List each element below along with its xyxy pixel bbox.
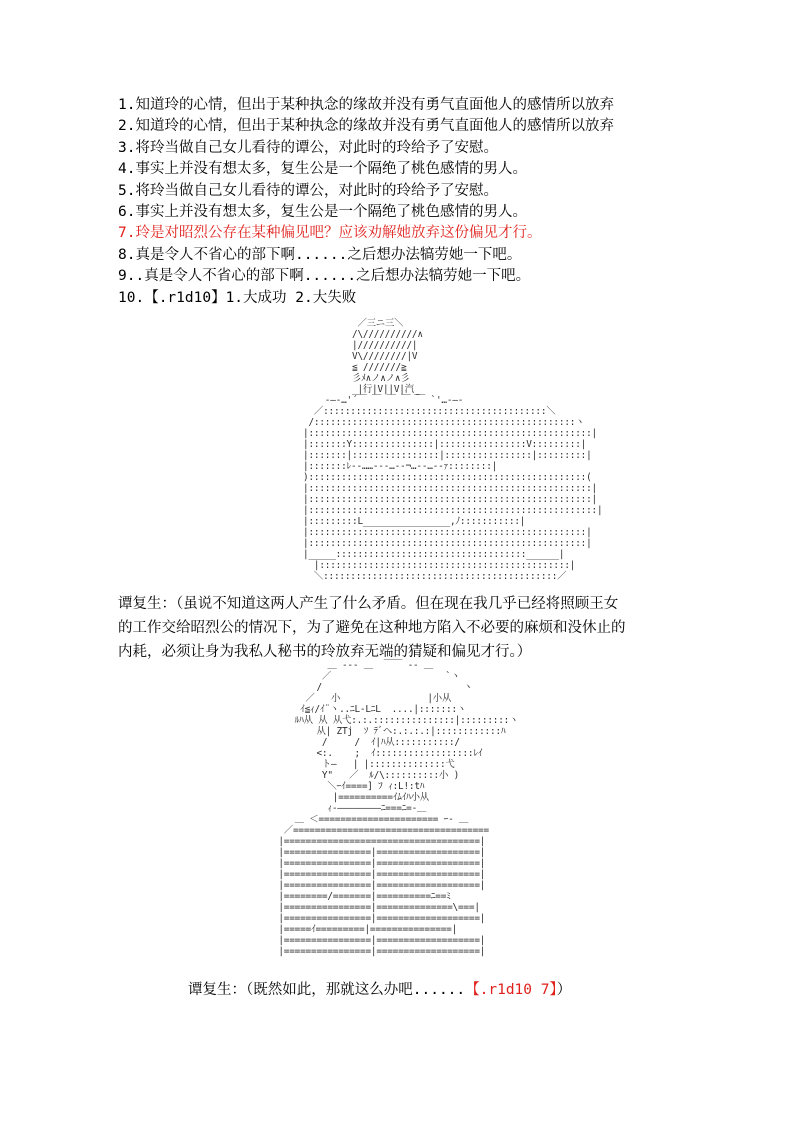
choice-option-3: 3.将玲当做自己女儿看待的谭公，对此时的玲给予了安慰。 [118, 139, 498, 156]
dice-roll-line: 10.【.r1d10】1.大成功 2.大失败 [118, 289, 357, 306]
choice-option-2: 2.知道玲的心情，但出于某种执念的缘故并没有勇气直面他人的感情所以放弃 [118, 118, 614, 135]
speech-paragraph-1: 谭复生：（虽说不知道这两人产生了什么矛盾。但在现在我几乎已经将照顾王女 的工作交给昭烈公的情况下，为了避免在这种地方陷入不必要的麻烦和没休止的 内耗，必须让身为我私人秘书的玲放弃无端的猜疑和偏见才行。） [118, 596, 626, 660]
choice-option-4: 4.事实上并没有想太多，复生公是一个隔绝了桃色感情的男人。 [118, 161, 527, 178]
dice-result: 【.r1d10 7】 [465, 982, 557, 998]
choice-option-7-selected: 7.玲是对昭烈公存在某种偏见吧？应该劝解她放弃这份偏见才行。 [118, 225, 542, 242]
speech-2-suffix: ） [556, 982, 572, 998]
choice-option-5: 5.将玲当做自己女儿看待的谭公，对此时的玲给予了安慰。 [118, 182, 498, 199]
ascii-art-character-front: ＿ -‐- ＿ ￣￣ ‐- ＿ ／ `ヽ / ヽ ／ 小 |小从 ｲ≦ｨ/ｲ¨ヽ..ﾆL‐LﾆL ....|:::::::ヽ ﾙﾊ从 从 从弋:.:.:::::::::::::::|:::::::::ヽ 从| ZTj ｿ ﾃﾞヘ:.:.:.:|::::::::::::ﾊ / / ｲ|ﾊ从:::::::::::/ <:. ; ｲ::::::::::::::::::ﾚｲ ト― | |::::::::::::::弋 Y" ／ ﾙ/\::::::::::小 ) ＼ｰｲ====] ﾌ ｨ:L!:tﾊ |==========ｲﾑｲﾊ小从 ｨ-――――――――ﾆ===ﾆ=-＿ ＿ ＜====================== ｰ- ＿ ／==================================== |====================================| |================|===================| |================|===================| |================|===================| |================|===================| |========/=======|==========ﾆ==ﾐ |================|==============\===| |================|===================| |=====ｲ=========|===============| |================|===================| |================|===================| [278, 660, 519, 957]
choice-option-8: 8.真是令人不省心的部下啊......之后想办法犒劳她一下吧。 [118, 246, 522, 263]
ascii-art-character-back: ／三ニ三＼ /\//////////∧ |//////////| V\////////|V ≦ ///////≧ 彡ﾒ∧ノ∧ノ∧彡 _|行|V||V|汽_ -―‐…'´￣ ￣ ￣ ￣ ￣ `'…‐―- ／:::::::::::::::::::::::::::::::::::::::::＼ /::::::::::::::::::::::::::::::::::::::::::::::::ヽ |::::::::::::::::::::::::::::::::::::::::::::::::::::| |:::::::Y:::::::::::::::|::::::::::::::::V:::::::::| |:::::::|::::::::::::::::|::::::::::::::::|:::::::::| |:::::::ﾚ‐-……‐-‐…‐-¬…-‐…‐-ｧ::::::::| ):::::::::::::::::::::::::::::::::::::::::::::::::::( |::::::::::::::::::::::::::::::::::::::::::::::::::::| |::::::::::::::::::::::::::::::::::::::::::::::::::::| |:::::::::::::::::::::::::::::::::::::::::::::::::::::| |:::::::::L________________,ﾉ:::::::::::| |:::::::::::::::::::::::::::::::::::::::::::::::::::| |:::::::::::::::::::::::::::::::::::::::::::::::::::| |_____:::::::::::::::::::::::::::::::::::______| |::::::::::::::::::::::::::::::::::::::::::::::| ＼:::::::::::::::::::::::::::::::::::::::::::／ [303, 318, 603, 582]
choice-option-6: 6.事实上并没有想太多，复生公是一个隔绝了桃色感情的男人。 [118, 204, 527, 221]
choice-list [118, 95, 718, 309]
speech-2-prefix: 谭复生：（既然如此，那就这么办吧...... [188, 982, 466, 998]
speech-paragraph-2 [188, 978, 688, 1002]
choice-option-9: 9..真是令人不省心的部下啊......之后想办法犒劳她一下吧。 [118, 268, 531, 285]
choice-option-1: 1.知道玲的心情，但出于某种执念的缘故并没有勇气直面他人的感情所以放弃 [118, 97, 614, 113]
